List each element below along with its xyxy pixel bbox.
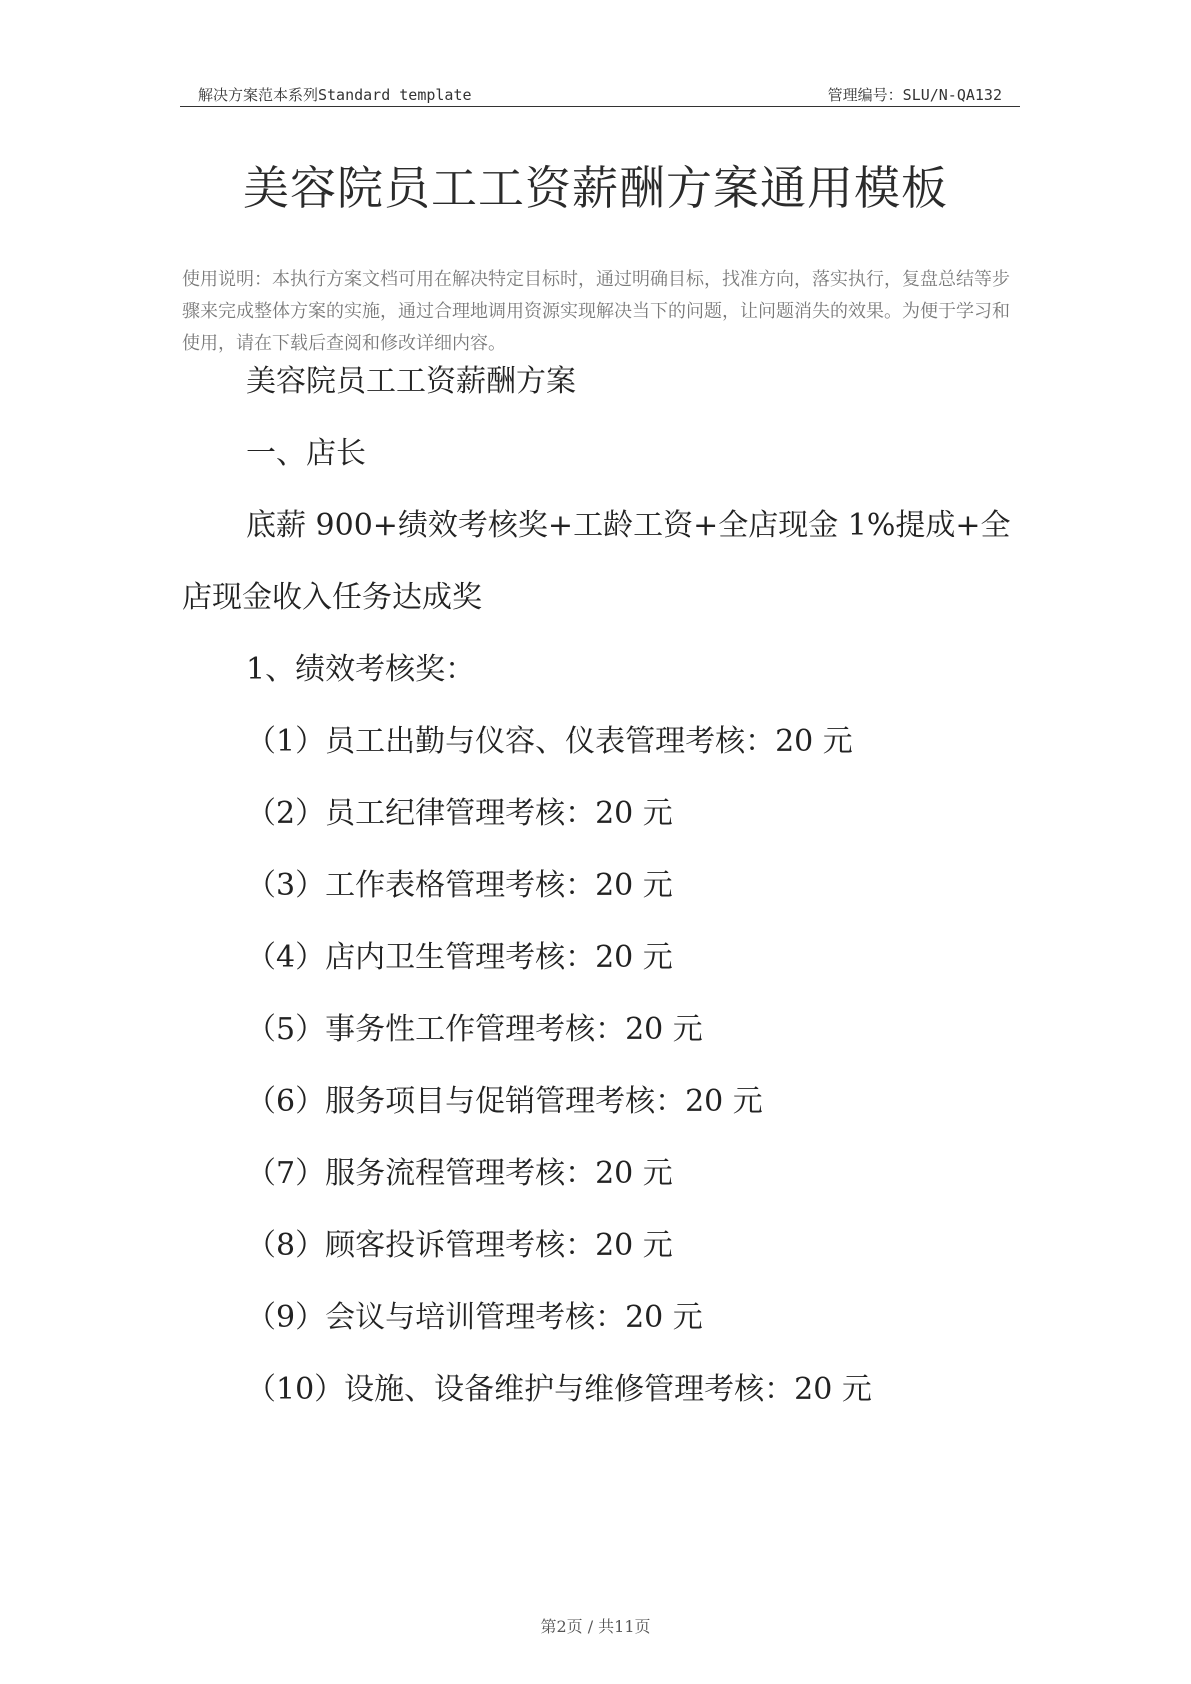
assessment-item: （1）员工出勤与仪容、仪表管理考核：20 元	[246, 724, 853, 759]
assessment-item: （5）事务性工作管理考核：20 元	[246, 1012, 703, 1047]
header-management-number: 管理编号：SLU/N-QA132	[827, 86, 1002, 104]
assessment-item: （10）设施、设备维护与维修管理考核：20 元	[246, 1372, 872, 1407]
assessment-item: （6）服务项目与促销管理考核：20 元	[246, 1084, 763, 1119]
subsection-performance-bonus: 1、绩效考核奖：	[246, 652, 476, 687]
assessment-item: （4）店内卫生管理考核：20 元	[246, 940, 673, 975]
section-heading-store-manager: 一、店长	[246, 436, 366, 471]
assessment-item: （3）工作表格管理考核：20 元	[246, 868, 673, 903]
assessment-item: （8）顾客投诉管理考核：20 元	[246, 1228, 673, 1263]
salary-formula-line-1: 底薪 900+绩效考核奖+工龄工资+全店现金 1%提成+全	[246, 508, 1011, 543]
salary-formula-line-2: 店现金收入任务达成奖	[182, 580, 482, 615]
assessment-item: （2）员工纪律管理考核：20 元	[246, 796, 673, 831]
usage-instructions: 使用说明：本执行方案文档可用在解决特定目标时，通过明确目标，找准方向，落实执行，复盘总结等步骤来完成整体方案的实施，通过合理地调用资源实现解决当下的问题，让问题消失的效果。为便于学习和使用，请在下载后查阅和修改详细内容。	[182, 269, 1010, 354]
header-series-label: 解决方案范本系列Standard template	[198, 86, 472, 104]
body-subtitle: 美容院员工工资薪酬方案	[246, 364, 576, 399]
document-title: 美容院员工工资薪酬方案通用模板	[243, 161, 948, 215]
assessment-item: （9）会议与培训管理考核：20 元	[246, 1300, 703, 1335]
page-number-footer: 第2页 / 共11页	[540, 1617, 651, 1636]
assessment-item: （7）服务流程管理考核：20 元	[246, 1156, 673, 1191]
page-header	[180, 84, 1020, 107]
